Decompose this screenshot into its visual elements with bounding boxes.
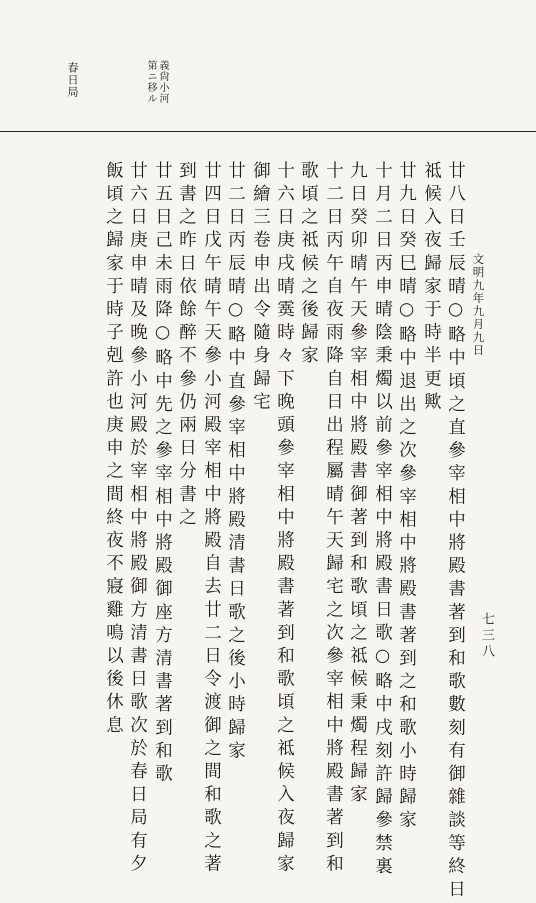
margin-note-yoshihisa: 義尙小河	[157, 60, 168, 104]
text-line-15: 飯頃之歸家于時子剋許也庚申之間終夜不寢雞鳴以後休息	[103, 161, 124, 739]
margin-note-kasuga: 春日局	[66, 62, 79, 98]
text-line-13: 廿五日己未雨降○略中先之參宰相中將殿御座方清書著到和歌	[152, 161, 173, 788]
text-line-12: 到書之昨日依餘醉不參仍兩日分書之	[176, 161, 197, 531]
text-line-1: 廿八日壬辰晴○略中頃之直參宰相中將殿書著到和歌數刻有御雜談等終日	[445, 161, 466, 903]
margin-note-move: 第ニ移ル	[145, 60, 156, 104]
header-rule	[0, 131, 536, 132]
text-line-6: 十二日丙午自夜雨降自日出程屬晴午天歸宅之次參宰相中將殿書著到和	[323, 161, 344, 878]
text-line-2: 祗候入夜歸家于時半更歟	[421, 161, 442, 416]
text-line-14: 廿六日庚申晴及晚參小河殿於宰相中將殿御方清書日歌次於春日局有夕	[127, 161, 148, 878]
text-line-8: 十六日庚戌晴霙時々下晚頭參宰相中將殿書著到和歌頃之祗候入夜歸家	[274, 161, 295, 878]
text-line-10: 廿二日丙辰晴○略中直參宰相中將殿清書日歌之後小時歸家	[225, 161, 246, 765]
text-line-5: 九日癸卯晴午天參宰相中將殿書御著到和歌頃之祗候秉燭程歸家	[347, 161, 368, 808]
text-line-7: 歌頃之祗候之後歸家	[298, 161, 319, 369]
running-title: 文明九年九月九日	[471, 253, 486, 357]
text-line-4: 十月二日丙申晴陰秉燭以前參宰相中將殿書日歌○略中戌刻許歸參禁裏	[372, 161, 393, 880]
text-line-3: 廿九日癸巳晴○略中退出之次參宰相中將殿書著到之和歌小時歸家	[396, 161, 417, 834]
text-line-9: 御繪三卷申出令隨身歸宅	[250, 161, 271, 416]
text-line-11: 廿四日戊午晴午天參小河殿宰相中將殿自去廿二日令渡御之間和歌之著	[201, 161, 222, 878]
page-number: 七三八	[479, 612, 494, 660]
